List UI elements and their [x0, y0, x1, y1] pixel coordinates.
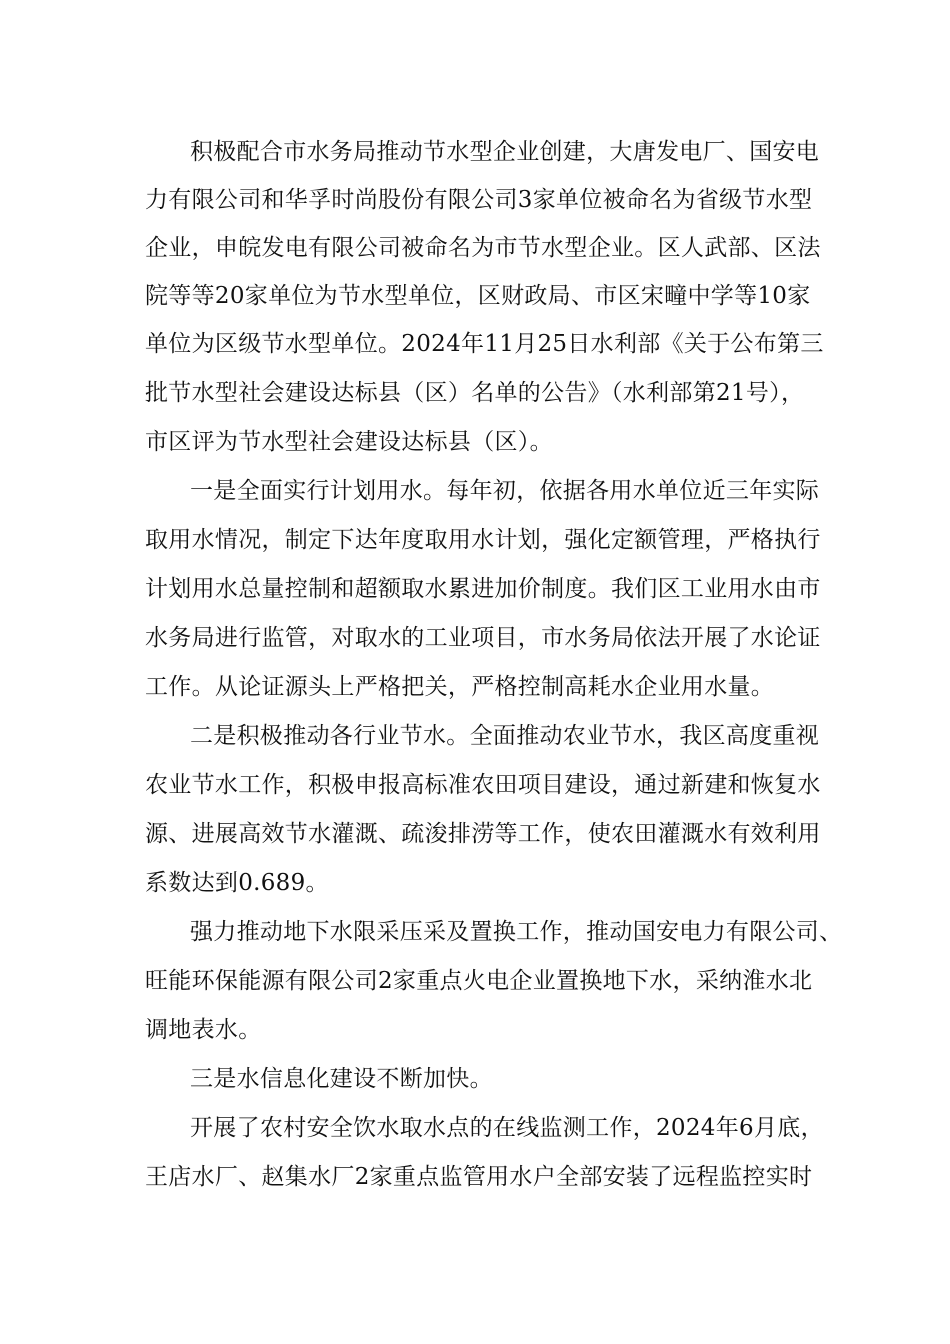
- paragraph-line: 王店水厂、赵集水厂2家重点监管用水户全部安装了远程监控实时: [145, 1164, 813, 1190]
- paragraph-line: 企业，申皖发电有限公司被命名为市节水型企业。区人武部、区法: [145, 235, 821, 261]
- paragraph-line: 单位为区级节水型单位。2024年11月25日水利部《关于公布第三: [145, 331, 824, 357]
- paragraph-line: 农业节水工作，积极申报高标准农田项目建设，通过新建和恢复水: [145, 772, 821, 798]
- paragraph-line: 力有限公司和华孚时尚股份有限公司3家单位被命名为省级节水型: [145, 187, 813, 213]
- paragraph-line: 强力推动地下水限采压采及置换工作，推动国安电力有限公司、: [190, 919, 843, 945]
- paragraph-line: 院等等20家单位为节水型单位，区财政局、市区宋疃中学等10家: [145, 283, 811, 309]
- paragraph-line: 三是水信息化建设不断加快。: [190, 1066, 493, 1092]
- paragraph-line: 旺能环保能源有限公司2家重点火电企业置换地下水，采纳淮水北: [145, 968, 813, 994]
- paragraph-line: 调地表水。: [145, 1017, 262, 1043]
- paragraph-line: 积极配合市水务局推动节水型企业创建，大唐发电厂、国安电: [190, 139, 820, 165]
- paragraph-line: 计划用水总量控制和超额取水累进加价制度。我们区工业用水由市: [145, 576, 821, 602]
- paragraph-line: 水务局进行监管，对取水的工业项目，市水务局依法开展了水论证: [145, 625, 821, 651]
- paragraph-line: 开展了农村安全饮水取水点的在线监测工作，2024年6月底，: [190, 1115, 824, 1141]
- paragraph-line: 一是全面实行计划用水。每年初，依据各用水单位近三年实际: [190, 478, 820, 504]
- paragraph-line: 批节水型社会建设达标县（区）名单的公告》（水利部第21号），: [145, 380, 805, 406]
- paragraph-line: 系数达到0.689。: [145, 870, 329, 896]
- paragraph-line: 市区评为节水型社会建设达标县（区）。: [145, 429, 553, 455]
- paragraph-line: 源、进展高效节水灌溉、疏浚排涝等工作，使农田灌溉水有效利用: [145, 821, 821, 847]
- paragraph-line: 取用水情况，制定下达年度取用水计划，强化定额管理，严格执行: [145, 527, 821, 553]
- paragraph-line: 二是积极推动各行业节水。全面推动农业节水，我区高度重视: [190, 723, 820, 749]
- paragraph-line: 工作。从论证源头上严格把关，严格控制高耗水企业用水量。: [145, 674, 775, 700]
